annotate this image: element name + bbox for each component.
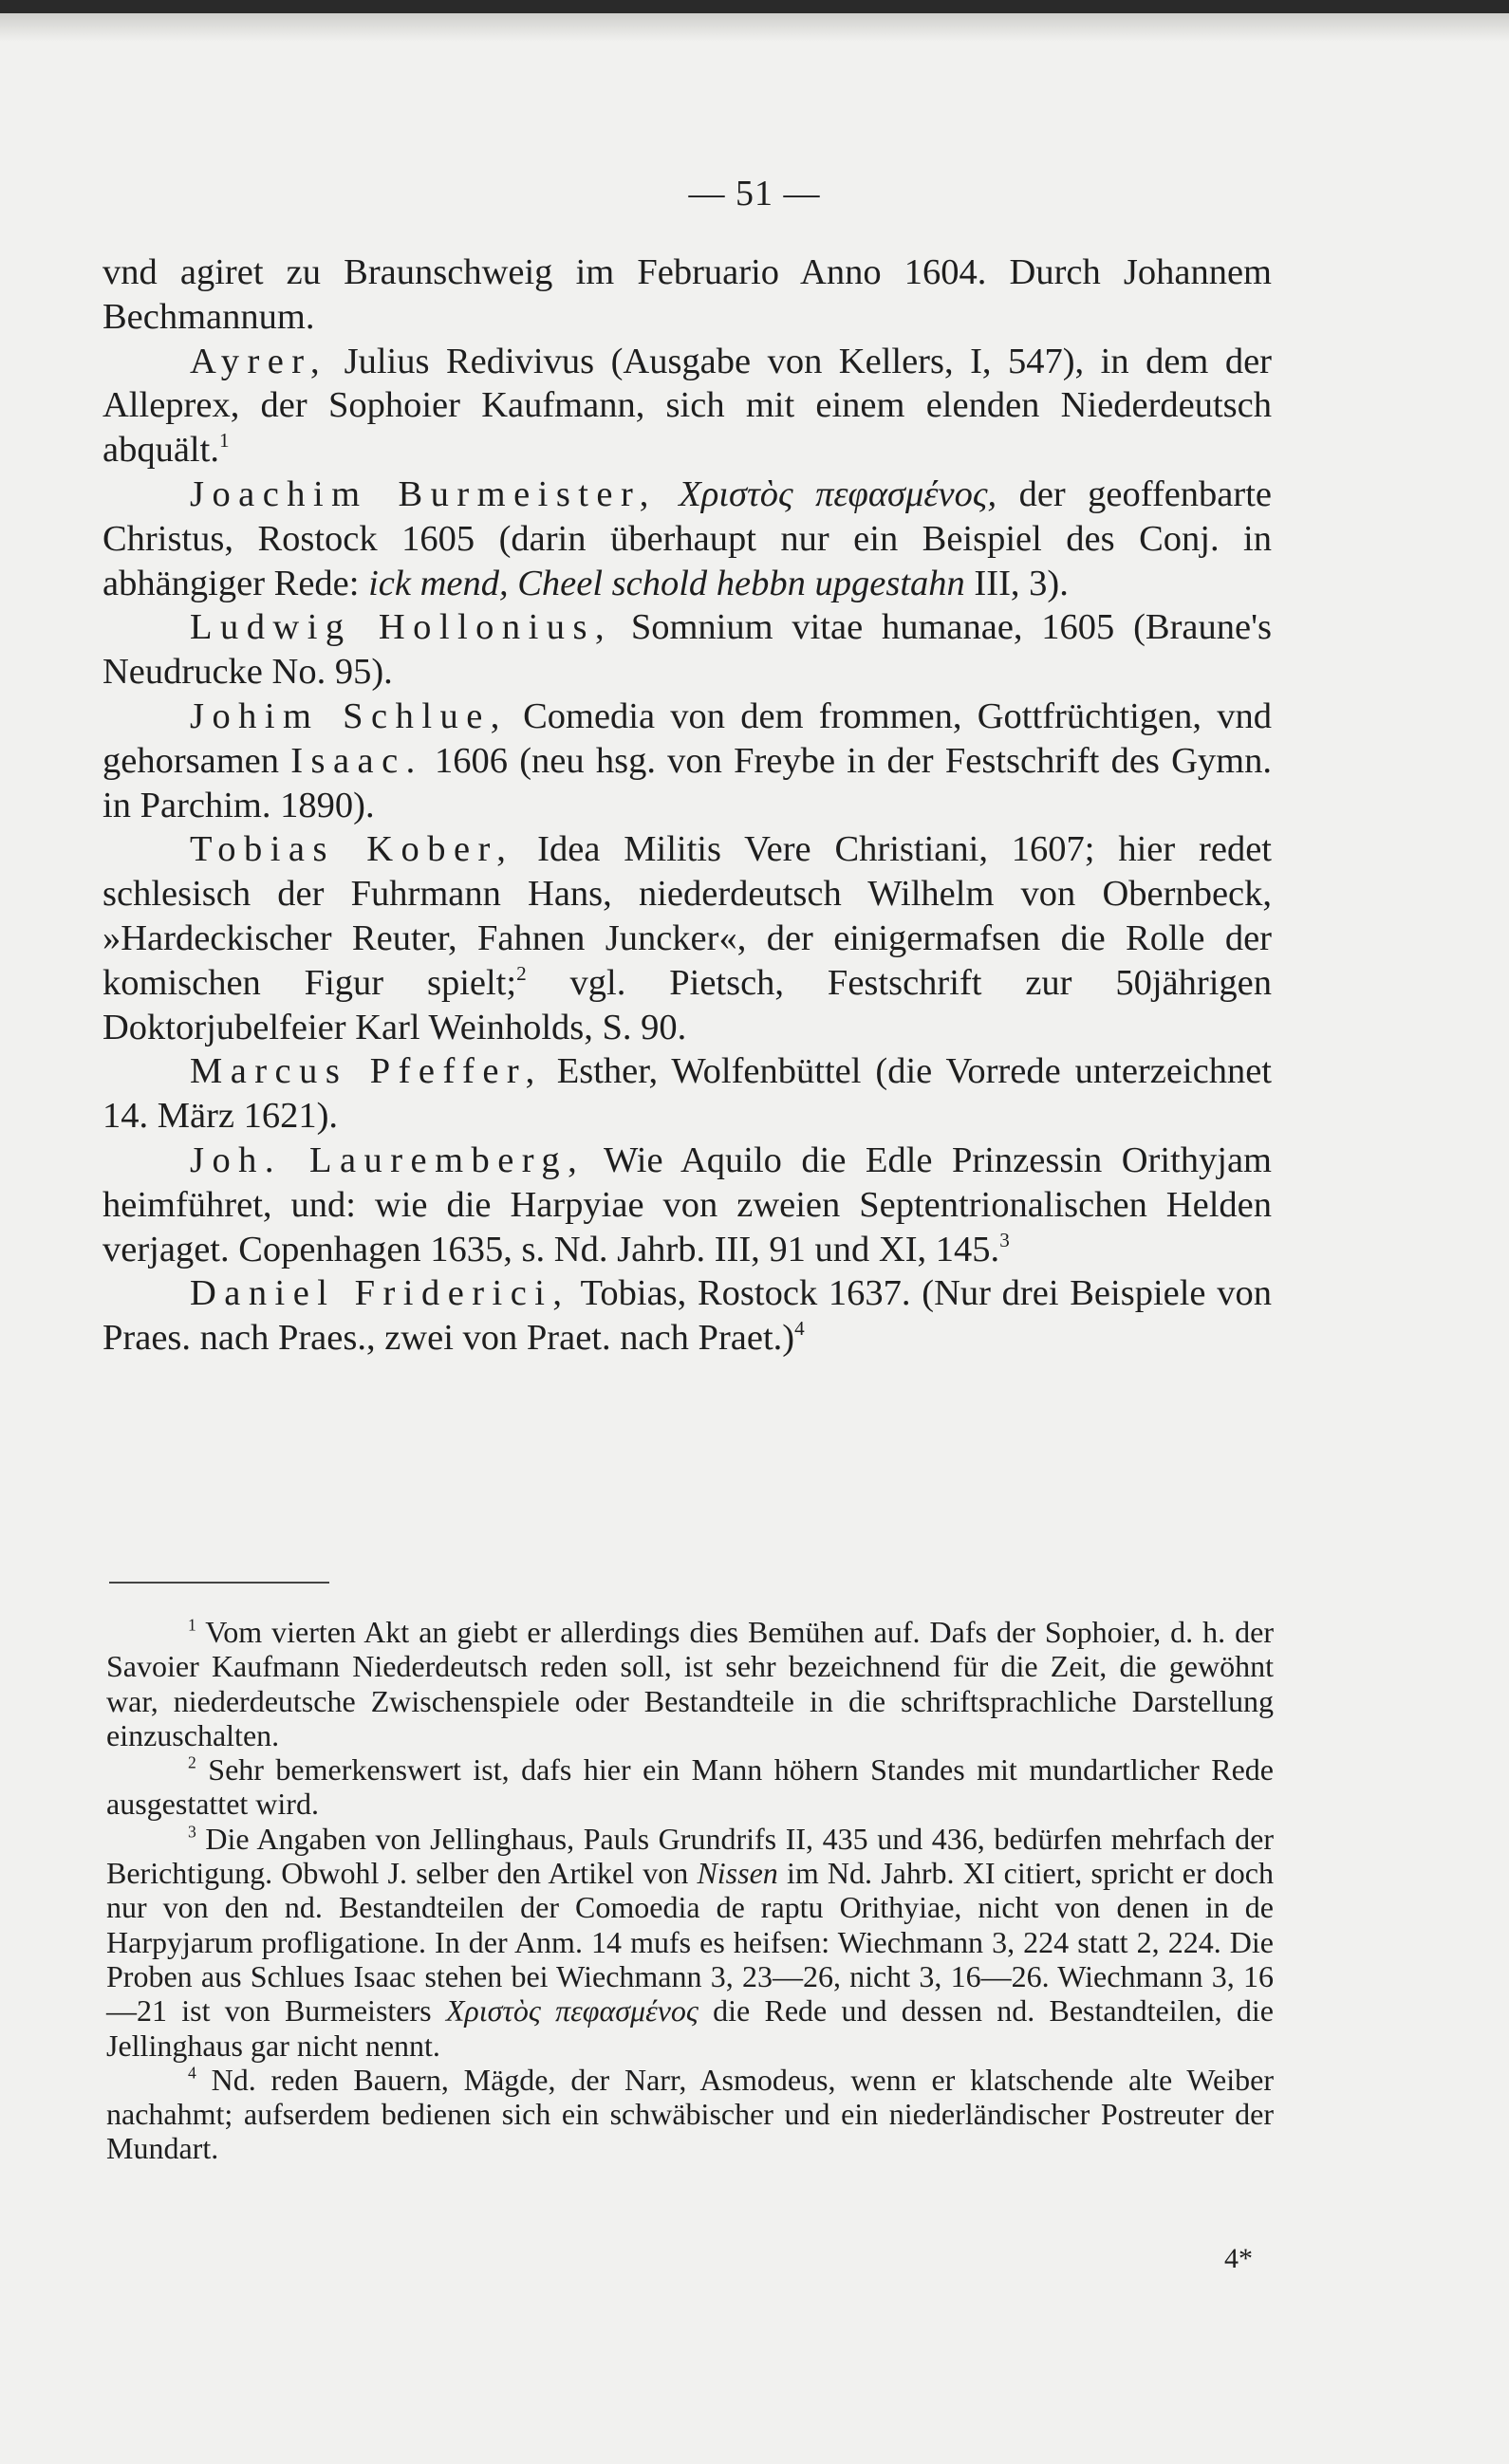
footnote-text: Vom vierten Akt an giebt er allerdings dies Bemühen auf. Dafs der Sophoier, d. h. der Savoier Kaufmann Niederdeutsch reden soll, ist sehr bezeichnend für die Zeit, die gewöhnt war, niederdeutsche Zwischenspiele oder Bestandteile in die schriftsprachliche Darstellung einzuschalten. — [106, 1615, 1274, 1752]
entry-hollonius — [102, 605, 1272, 695]
page-number: — 51 — — [688, 174, 821, 213]
footnote-4 — [106, 2063, 1274, 2166]
italic-quote: ick mend, Cheel schold hebbn upgestahn — [368, 563, 965, 603]
entry-text: vgl. Pietsch, Festschrift zur 50jährigen Doktorjubelfeier Karl Weinholds, S. 90. — [102, 962, 1272, 1047]
footnotes — [106, 1615, 1274, 2166]
entry-burmeister — [102, 472, 1272, 605]
footnote-text: die Rede und dessen nd. Bestandteilen, die Jellinghaus gar nicht nennt. — [106, 1993, 1275, 2063]
footnote-ref[interactable]: 3 — [999, 1228, 1010, 1251]
author-name: Joh. Lauremberg, — [190, 1139, 586, 1180]
greek-title: Χριστὸς πεφασμένος — [445, 1993, 699, 2029]
entry-schlue — [102, 695, 1272, 827]
book-page — [0, 13, 1509, 2464]
italic-name: Nissen — [697, 1856, 778, 1891]
entry-text: Idea Militis Vere Christiani, 1607; hier redet schlesisch der Fuhrmann Hans, niederdeutsch Wilhelm von Obernbeck, »Hardeckischer Reuter, Fahnen Juncker«, der einigermafsen die Rolle der komischen Figur spielt; — [102, 829, 1272, 1003]
footnote-text: im Nd. Jahrb. XI citiert, spricht er doch nur von den nd. Bestandteilen der Comoedia de raptu Orithyiae, nicht von denen in de Harpyjarum profligatione. In der Anm. 14 mufs es heifsen: Wiechmann 3, 224 statt 2, 224. Die Proben aus Schlues Isaac stehen bei Wiechmann 3, 23—26, nicht 3, 16—26. Wiechmann 3, 16—21 ist von Burmeisters — [106, 1856, 1275, 2029]
entry-text: Somnium vitae humanae, 1605 (Braune's Neudrucke No. 95). — [102, 607, 1273, 693]
footnote-ref[interactable]: 1 — [218, 429, 230, 453]
footnote-ref[interactable]: 4 — [794, 1317, 805, 1341]
entry-text: Comedia von dem frommen, Gottfrüchtigen, vnd gehorsamen — [102, 695, 1272, 781]
entry-text: der geoffenbarte Christus, Rostock 1605 (darin überhaupt nur ein Beispiel des Conj. in abhängiger Rede: — [102, 473, 1272, 603]
footnote-text: Sehr bemerkenswert ist, dafs hier ein Mann höhern Standes mit mundartlicher Rede ausgestattet wird. — [106, 1752, 1274, 1822]
footnote-mark: 4 — [188, 2063, 196, 2083]
paragraph-continuation: vnd agiret zu Braunschweig im Februario Anno 1604. Durch Johannem Bechmannum. — [102, 252, 1272, 337]
page-edge-shadow — [0, 13, 1509, 42]
footnote-divider — [109, 1582, 329, 1584]
entry-kober — [102, 827, 1272, 1049]
entry-text: Wie Aquilo die Edle Prinzessin Orithyjam heimführet, und: wie die Harpyiae von zweien Septentrionalischen Helden verjaget. Copenhagen 1635, s. Nd. Jahrb. III, 91 und XI, 145. — [102, 1139, 1272, 1269]
entry-pfeffer — [102, 1049, 1272, 1139]
entry-text: Tobias, Rostock 1637. (Nur drei Beispiele von Praes. nach Praes., zwei von Praet. nach Praet.) — [102, 1273, 1272, 1359]
footnote-3 — [106, 1822, 1274, 2063]
author-name: Joachim Burmeister, — [190, 473, 657, 514]
author-name: Johim Schlue, — [190, 695, 508, 736]
author-name: Ayrer, — [190, 341, 328, 381]
author-name: Daniel Friderici, — [190, 1273, 570, 1314]
author-name: Tobias Kober, — [190, 829, 514, 870]
greek-title: Χριστὸς πεφασμένος, — [679, 473, 997, 514]
entry-ayrer — [102, 340, 1272, 472]
entry-friderici — [102, 1271, 1272, 1361]
footnote-1 — [106, 1615, 1274, 1752]
entry-lauremberg — [102, 1139, 1272, 1271]
author-name: Ludwig Hollonius, — [190, 607, 613, 648]
spaced-word: Isaac. — [290, 740, 423, 781]
main-text — [102, 250, 1272, 1361]
footnote-mark: 2 — [188, 1752, 196, 1772]
entry-text: 1606 (neu hsg. von Freybe in der Festschrift des Gymn. in Parchim. 1890). — [102, 740, 1273, 825]
footnote-2 — [106, 1752, 1274, 1822]
entry-text: III, 3). — [964, 563, 1069, 603]
footnote-text: Nd. reden Bauern, Mägde, der Narr, Asmodeus, wenn er klatschende alte Weiber nachahmt; aufserdem bedienen sich ein schwäbischer und ein niederländischer Postreuter der Mundart. — [106, 2062, 1274, 2166]
footnote-mark: 1 — [188, 1615, 196, 1635]
entry-text: Esther, Wolfenbüttel (die Vorrede unterzeichnet 14. März 1621). — [102, 1051, 1272, 1137]
footnote-ref[interactable]: 2 — [516, 961, 527, 985]
signature-mark: 4* — [1224, 2243, 1253, 2274]
author-name: Marcus Pfeffer, — [190, 1051, 543, 1092]
footnote-text: Die Angaben von Jellinghaus, Pauls Grundrifs II, 435 und 436, bedürfen mehrfach der Berichtigung. Obwohl J. selber den Artikel von — [106, 1821, 1274, 1891]
entry-text: Julius Redivivus (Ausgabe von Kellers, I, 547), in dem der Alleprex, der Sophoier Kaufmann, sich mit einem elenden Niederdeutsch abquält. — [102, 341, 1272, 471]
footnote-mark: 3 — [188, 1822, 196, 1842]
